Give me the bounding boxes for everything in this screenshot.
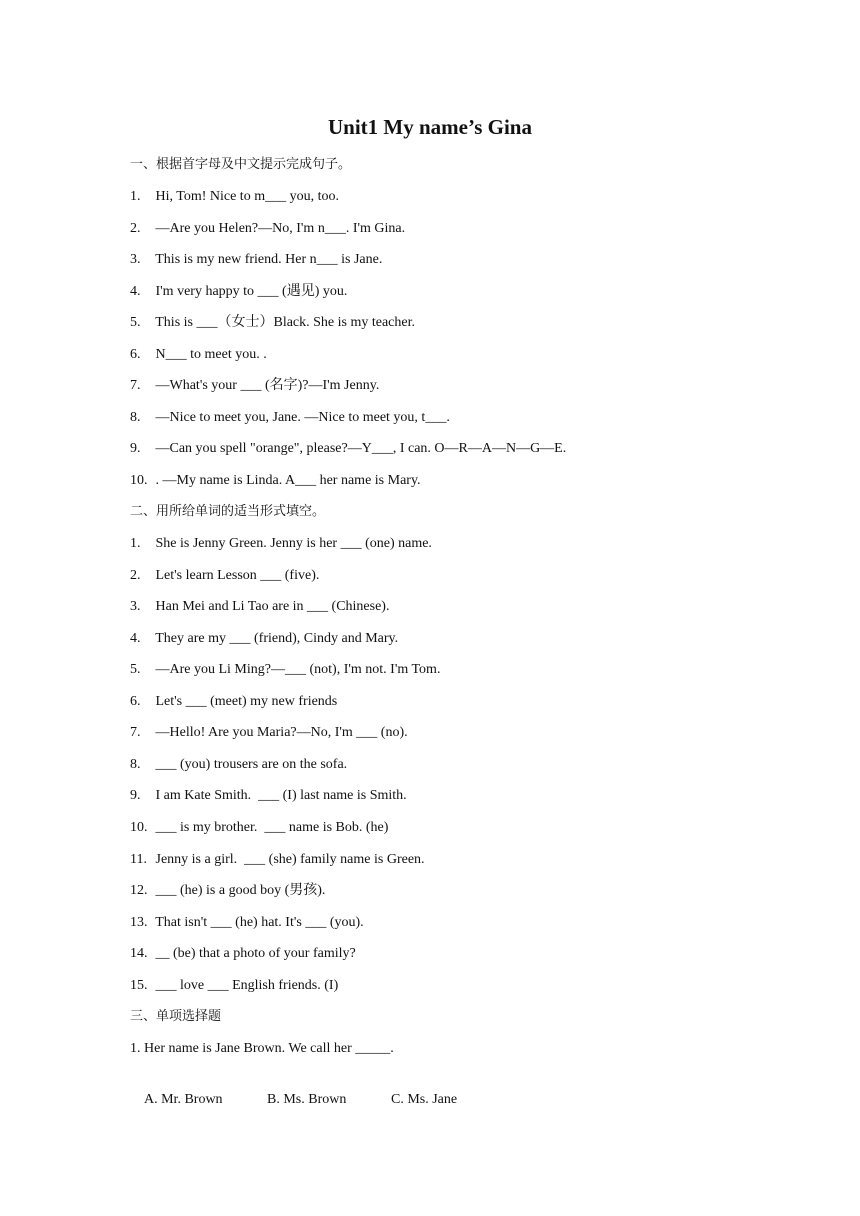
exercise-item [130,723,408,743]
item-number: 3. [130,252,141,267]
item-text: —Are you Li Ming?—___ (not), I'm not. I'm Tom. [155,662,441,678]
exercise-item [130,439,566,459]
item-text: That isn't ___ (he) hat. It's ___ (you). [155,914,364,930]
item-text: Han Mei and Li Tao are in ___ (Chinese). [155,599,390,615]
exercise-item [130,313,415,333]
item-text: Let's ___ (meet) my new friends [155,693,338,709]
item-text: Jenny is a girl. ___ (she) family name is Green. [155,851,425,867]
exercise-item [130,345,267,365]
exercise-item [130,282,347,302]
item-number: 10. [130,472,148,488]
exercise-item [130,786,407,806]
item-text: ___ love ___ English friends. (I) [155,977,339,993]
item-text: She is Jenny Green. Jenny is her ___ (one) name. [155,536,432,551]
section-heading-2: 二、用所给单词的适当形式填空。 [130,504,326,519]
exercise-item [130,818,388,838]
option-b: B. Ms. Brown [267,1092,347,1107]
item-number: 10. [130,819,148,835]
item-text: Let's learn Lesson ___ (five). [155,567,320,583]
exercise-item [130,566,319,586]
item-text: —Are you Helen?—No, I'm n___. I'm Gina. [155,220,406,236]
exercise-item [130,471,421,491]
option-a: A. Mr. Brown [144,1092,223,1107]
item-text: ___ (you) trousers are on the sofa. [155,756,348,772]
item-number: 6. [130,346,141,362]
item-number: 2. [130,567,141,583]
item-text: —Nice to meet you, Jane. —Nice to meet you, t___. [155,409,450,425]
item-text: I'm very happy to ___ (遇见) you. [155,283,348,299]
exercise-item [130,976,338,996]
section-heading-1: 一、根据首字母及中文提示完成句子。 [130,157,352,172]
item-number: 5. [130,315,141,330]
item-number: 5. [130,662,141,678]
exercise-item [130,597,389,617]
exercise-item [130,692,337,712]
exercise-item [130,881,325,901]
item-number: 13. [130,914,148,930]
answer-options [130,1070,457,1130]
item-text: ___ is my brother. ___ name is Bob. (he) [155,819,389,835]
item-number: 9. [130,788,141,804]
item-text: I am Kate Smith. ___ (I) last name is Smith. [155,788,407,804]
item-number: 7. [130,378,141,393]
exercise-item [130,376,379,396]
item-text: This is my new friend. Her n___ is Jane. [155,252,383,267]
item-text: N___ to meet you. . [155,346,267,362]
item-number: 14. [130,946,148,962]
exercise-item [130,187,339,207]
item-number: 8. [130,756,141,772]
page-title: Unit1 My name’s Gina [328,115,532,139]
item-number: 9. [130,441,141,456]
item-text: This is ___（女士）Black. She is my teacher. [155,315,415,330]
item-number: 15. [130,977,148,993]
exercise-item [130,219,405,239]
item-text: They are my ___ (friend), Cindy and Mary. [155,630,399,646]
item-text: —Hello! Are you Maria?—No, I'm ___ (no). [155,725,408,741]
item-number: 12. [130,883,148,899]
exercise-item [130,660,440,680]
item-number: 4. [130,630,141,646]
item-number: 3. [130,599,141,615]
item-text: —What's your ___ (名字)?—I'm Jenny. [155,378,380,393]
item-number: 2. [130,220,141,236]
item-number: 1. [130,536,141,551]
exercise-item [130,534,432,554]
item-text: . —My name is Linda. A___ her name is Mary. [155,472,421,488]
item-number: 1. [130,189,141,204]
item-number: 7. [130,725,141,741]
exercise-item [130,629,398,649]
item-number: 6. [130,693,141,709]
exercise-item [130,408,450,428]
exercise-item [130,850,425,870]
exercise-item [130,913,364,933]
question-text: 1. Her name is Jane Brown. We call her _____. [130,1041,394,1056]
item-text: Hi, Tom! Nice to m___ you, too. [155,189,339,204]
item-number: 4. [130,283,141,299]
exercise-item [130,250,382,270]
item-text: —Can you spell "orange", please?—Y___, I can. O—R—A—N—G—E. [155,441,567,456]
item-text: ___ (he) is a good boy (男孩). [155,883,326,899]
item-number: 11. [130,851,147,867]
exercise-item [130,944,356,964]
section-heading-3: 三、单项选择题 [130,1009,222,1024]
item-number: 8. [130,409,141,425]
item-text: __ (be) that a photo of your family? [155,946,356,962]
exercise-item [130,755,347,775]
option-c: C. Ms. Jane [391,1092,458,1107]
